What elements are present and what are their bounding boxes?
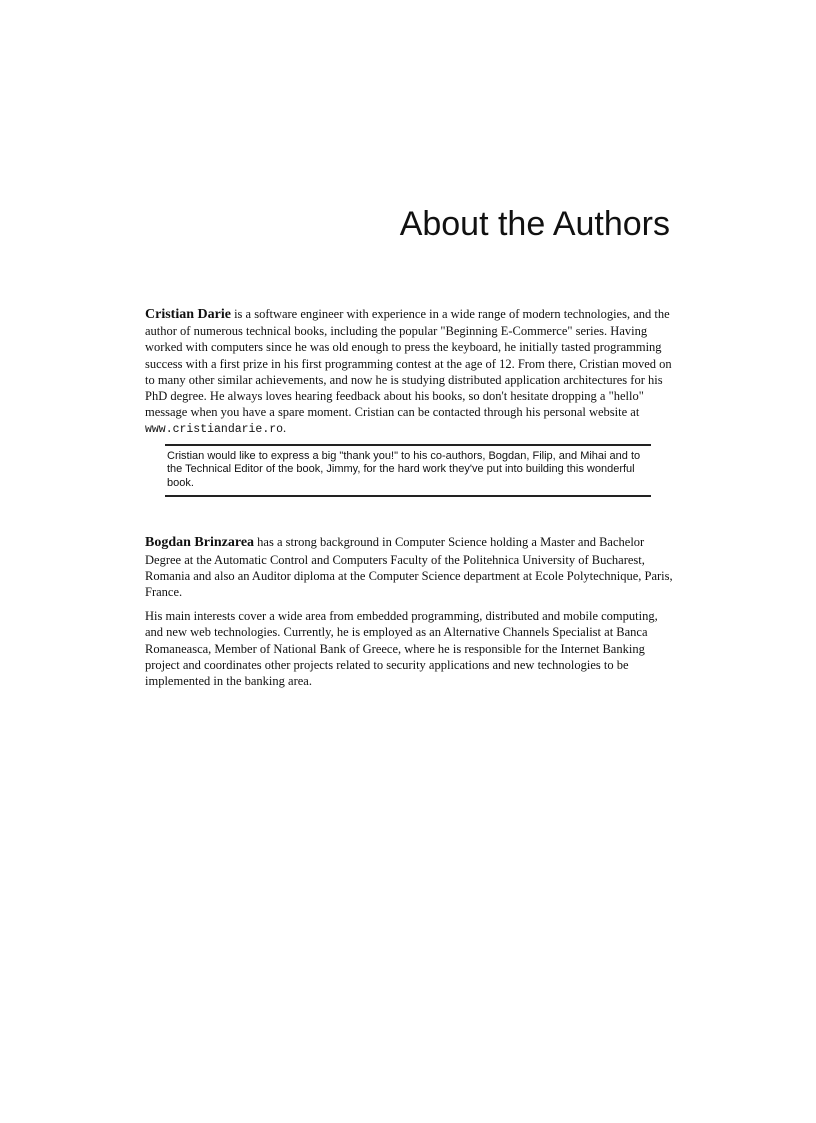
- author-bio-text: has a strong background in Computer Science holding a Master and Bachelor Degree at the Automatic Control and Computers Faculty of the Politehnica University of Bucharest, Romania and also an Auditor diploma at the Computer Science department at Ecole Polytechnique, Paris, France.: [145, 535, 673, 600]
- acknowledgement-note: [165, 444, 651, 498]
- author-website-link[interactable]: www.cristiandarie.ro: [145, 423, 284, 437]
- author-name-bogdan: Bogdan Brinzarea: [145, 535, 255, 551]
- author-bio-bogdan-interests: His main interests cover a wide area from embedded programming, distributed and mobile computing, and new web technologies. Currently, he is employed as an Alternative Channels Specialist at Banca Romaneasca, Member of National Bank of Greece, where he is responsible for the Internet Banking project and coordinates other projects related to security applications and new technologies to be implemented in the banking area.: [145, 609, 658, 689]
- author-name-cristian: Cristian Darie: [145, 307, 231, 322]
- author-bio-text: is a software engineer with experience in a wide range of modern technologies, and the author of numerous technical books, including the popular "Beginning E-Commerce" series. Having worked with computers since he was old enough to press the keyboard, he initially tasted programming success with a first prize in his first programming contest at the age of 12. From there, Cristian moved on to many other similar achievements, and now he is studying distributed application architectures for his PhD degree. He always loves hearing feedback about his books, so don't hesitate dropping a "hello" message when you have a spare moment. Cristian can be contacted through his personal website at: [145, 307, 672, 420]
- author-bio-end: .: [283, 421, 287, 436]
- author-bio-cristian: [145, 306, 673, 439]
- author-bio-bogdan: [145, 534, 673, 600]
- acknowledgement-note-text: Cristian would like to express a big "thank you!" to his co-authors, Bogdan, Filip, and Mihai and to the Technical Editor of the book, Jimmy, for the hard work they've put into building this wonderful book.: [167, 449, 641, 489]
- page-title: About the Authors: [399, 205, 670, 243]
- author-block-cristian: [145, 306, 673, 497]
- page-content: [145, 306, 673, 689]
- author-block-bogdan: [145, 534, 673, 689]
